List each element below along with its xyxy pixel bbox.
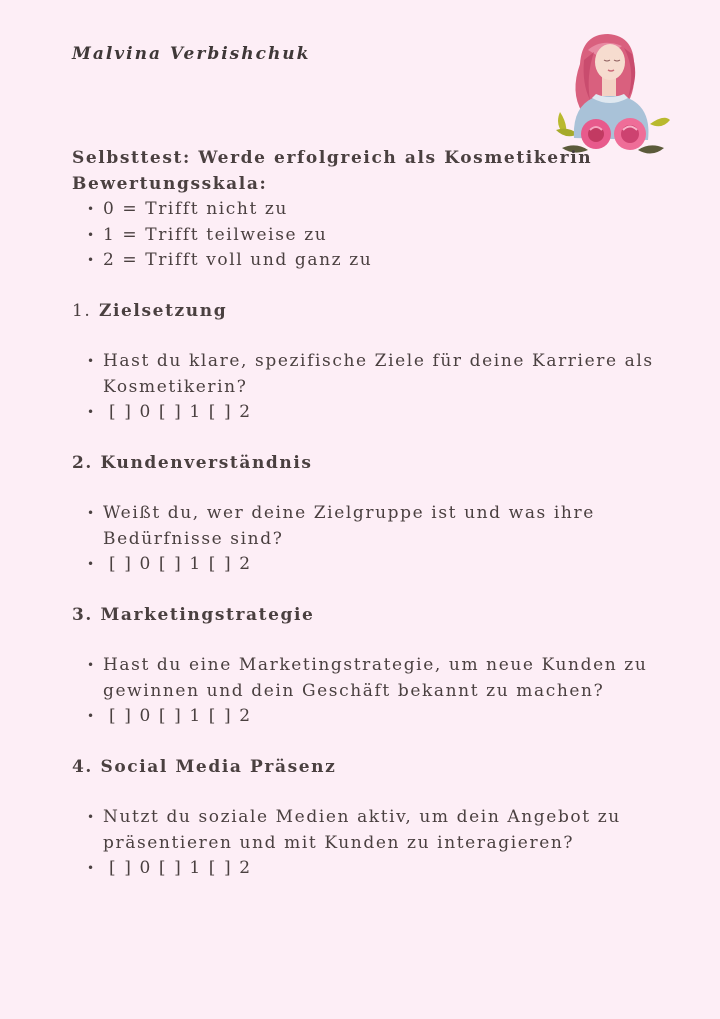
question-item: • Nutzt du soziale Medien aktiv, um dein Angebot zu präsentieren und mit Kunden zu interagieren? bbox=[87, 807, 621, 853]
scale-label: Bewertungsskala: bbox=[72, 173, 268, 194]
selftest-content bbox=[72, 146, 662, 907]
answer-checkboxes[interactable]: • [ ] 0 [ ] 1 [ ] 2 bbox=[72, 400, 662, 426]
bullet-icon: • bbox=[87, 202, 96, 216]
list-item: • 1 = Trifft teilweise zu bbox=[72, 223, 662, 249]
bullet-icon: • bbox=[87, 354, 96, 368]
section-kundenverstaendnis bbox=[72, 451, 662, 578]
bullet-icon: • bbox=[87, 506, 96, 520]
bullet-icon: • bbox=[87, 253, 96, 267]
bullet-icon: • bbox=[87, 810, 96, 824]
bullet-icon: • bbox=[87, 405, 96, 419]
answer-checkboxes[interactable]: • [ ] 0 [ ] 1 [ ] 2 bbox=[72, 552, 662, 578]
section-heading: 3. Marketingstrategie bbox=[72, 604, 315, 625]
question-item: • Weißt du, wer deine Zielgruppe ist und was ihre Bedürfnisse sind? bbox=[87, 503, 595, 549]
question-item: • Hast du klare, spezifische Ziele für deine Karriere als Kosmetikerin? bbox=[87, 351, 654, 397]
list-item: • 2 = Trifft voll und ganz zu bbox=[72, 248, 662, 274]
section-zielsetzung bbox=[72, 299, 662, 426]
section-heading: 1. Zielsetzung bbox=[72, 300, 228, 321]
author-name: Malvina Verbishchuk bbox=[72, 44, 311, 64]
list-item: • 0 = Trifft nicht zu bbox=[72, 197, 662, 223]
section-heading: 2. Kundenverständnis bbox=[72, 452, 313, 473]
bullet-icon: • bbox=[87, 861, 96, 875]
question-list bbox=[72, 805, 662, 882]
bullet-icon: • bbox=[87, 658, 96, 672]
rating-scale-list bbox=[72, 197, 662, 274]
page-title: Selbsttest: Werde erfolgreich als Kosmetikerin bbox=[72, 148, 593, 168]
question-list bbox=[72, 501, 662, 578]
answer-checkboxes[interactable]: • [ ] 0 [ ] 1 [ ] 2 bbox=[72, 704, 662, 730]
section-marketingstrategie bbox=[72, 603, 662, 730]
section-social-media bbox=[72, 755, 662, 882]
question-list bbox=[72, 653, 662, 730]
question-list bbox=[72, 349, 662, 426]
answer-checkboxes[interactable]: • [ ] 0 [ ] 1 [ ] 2 bbox=[72, 856, 662, 882]
section-heading: 4. Social Media Präsenz bbox=[72, 756, 337, 777]
bullet-icon: • bbox=[87, 227, 96, 242]
bullet-icon: • bbox=[87, 709, 96, 723]
bullet-icon: • bbox=[87, 557, 96, 571]
question-item: • Hast du eine Marketingstrategie, um neue Kunden zu gewinnen und dein Geschäft bekannt zu machen? bbox=[87, 655, 648, 701]
